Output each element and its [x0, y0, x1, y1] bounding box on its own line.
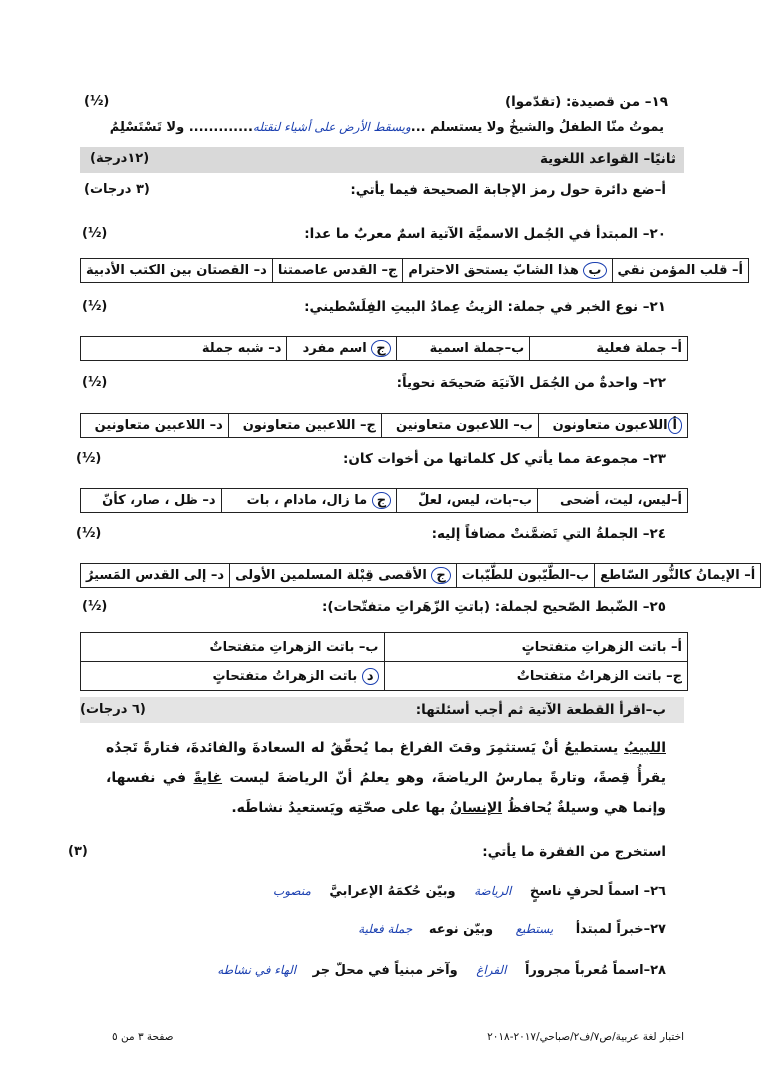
- q20-options: [80, 258, 749, 283]
- q22-mark: (½): [82, 375, 108, 390]
- q23-option-c[interactable]: ج ما زال، مادام ، بات: [221, 489, 397, 513]
- q27-line: [346, 922, 666, 937]
- footer-page-number: صفحة ٣ من ٥: [112, 1031, 174, 1043]
- q21-option-d[interactable]: د– شبه جملة: [81, 337, 287, 361]
- q24-option-a[interactable]: أ– الإيمانُ كالنُّور السّاطع: [595, 564, 761, 588]
- extract-marks: (٣): [68, 844, 88, 859]
- q27-part1: ٢٧–خبراً لمبتدأ: [575, 922, 666, 937]
- passage-text-1: يستطيعُ أنْ يَستثمِرَ وقتَ الفراغ بما يُحقّقُ له السعادةَ والفائدةَ، فتارةً تَجدُه يقرأُ قِصةً، وتارةً يمارسُ الرياضةَ، وهو يعلمُ أنّ الرياضةَ ليست: [106, 740, 666, 786]
- q28-part2: وآخر مبنياً في محلّ جر: [312, 963, 458, 978]
- selected-circle: ج: [371, 340, 390, 357]
- q19-line: [110, 120, 664, 135]
- q24-option-c[interactable]: ج الأقصى قِبْلة المسلمين الأولى: [230, 564, 457, 588]
- selected-circle: د: [362, 668, 379, 685]
- partA-marks: (٣ درجات): [84, 182, 150, 197]
- reading-passage: [106, 733, 666, 823]
- q21-mark: (½): [82, 299, 108, 314]
- q19-title: ١٩– من قصيدة: (تقدّموا): [504, 94, 668, 110]
- extract-instruction: استخرج من الفقرة ما يأتي:: [482, 844, 666, 860]
- q23-options: [80, 488, 688, 513]
- q26-part1: ٢٦– اسماً لحرفٍ ناسخٍ: [529, 884, 666, 899]
- q24-title: ٢٤– الجملةُ التي تَضمَّنتْ مضافاً إليه:: [431, 526, 666, 542]
- section2-marks: (١٢درجة): [90, 151, 150, 166]
- q20-option-c[interactable]: ج– القدس عاصمتنا: [272, 259, 403, 283]
- q19-handwritten-answer: ويسقط الأرض على أشياء لنقتله: [252, 120, 411, 134]
- q24-mark: (½): [76, 526, 102, 541]
- q25-title: ٢٥– الضّبط الصّحيح لجملة: (باتتِ الزّهَراتِ متفتّحات):: [321, 599, 666, 615]
- selected-circle: ب: [583, 262, 606, 279]
- q23-option-b[interactable]: ب–بات، ليس، لعلّ: [397, 489, 538, 513]
- q25-options: [80, 632, 688, 691]
- q28-line: [205, 963, 666, 978]
- q26-answer2: منصوب: [272, 884, 311, 898]
- q22-title: ٢٢– واحدةٌ من الجُمَل الآتيَة صَحيحَة نحوياً:: [396, 375, 666, 391]
- q27-part2: وبيّن نوعه: [428, 922, 494, 937]
- q26-part2: وبيّن حُكمَهُ الإعرابيَّ: [329, 884, 456, 899]
- q20-mark: (½): [82, 226, 108, 241]
- q22-option-a[interactable]: أاللاعبون متعاونون: [538, 414, 687, 438]
- q25-option-c[interactable]: ج– باتت الزهراتُ متفتحاتٌ: [384, 662, 688, 691]
- q27-answer2: جملة فعلية: [358, 922, 413, 936]
- q24-option-d[interactable]: د– إلى القدس المَسيرُ: [81, 564, 230, 588]
- q22-option-d[interactable]: د– اللاعبين متعاونين: [81, 414, 229, 438]
- footer-exam-info: اختبار لغة عربية/ص٧/ف٢/صباحي/٢٠١٧-٢٠١٨: [487, 1031, 684, 1043]
- passage-text-3: بها على صحّتِه ويَستعيدُ نشاطَه.: [231, 800, 451, 816]
- q25-option-b[interactable]: ب– باتت الزهراتِ متفتحاتٌ: [81, 633, 385, 662]
- q20-option-d[interactable]: د– القصتان بين الكتب الأدبية: [81, 259, 273, 283]
- q23-mark: (½): [76, 451, 102, 466]
- selected-circle: ج: [372, 492, 391, 509]
- q28-part1: ٢٨–اسماً مُعرباً مجروراً: [524, 963, 666, 978]
- q21-options: [80, 336, 688, 361]
- q21-option-c[interactable]: ج اسم مفرد: [287, 337, 396, 361]
- q24-option-b[interactable]: ب–الطَّيّبون للطَّيّبات: [456, 564, 594, 588]
- partA-instruction: أ–ضع دائرة حول رمز الإجابة الصحيحة فيما يأتي:: [350, 182, 666, 198]
- q25-option-d[interactable]: د باتت الزهراتُ متفتحاتٍ: [81, 662, 385, 691]
- q25-option-a[interactable]: أ– باتت الزهراتِ متفتحاتٍ: [384, 633, 688, 662]
- q26-line: [259, 884, 666, 899]
- q21-option-b[interactable]: ب–جملة اسمية: [396, 337, 530, 361]
- q22-options: [80, 413, 688, 438]
- q25-mark: (½): [82, 599, 108, 614]
- q22-option-b[interactable]: ب– اللاعبون متعاونين: [381, 414, 538, 438]
- q23-option-a[interactable]: أ–ليس، ليت، أضحى: [537, 489, 687, 513]
- q28-answer1: الفراغ: [476, 963, 507, 977]
- q22-option-c[interactable]: ج– اللاعبين متعاونون: [228, 414, 381, 438]
- q23-option-d[interactable]: د– ظل ، صار، كأنّ: [81, 489, 222, 513]
- q28-answer2: الهاء في نشاطه: [217, 963, 297, 977]
- partB-instruction: ب–اقرأ القطعة الآتية ثم أجب أسئلتها:: [415, 702, 666, 718]
- q27-answer1: يستطيع: [515, 922, 554, 936]
- q21-option-a[interactable]: أ– جملة فعلية: [530, 337, 688, 361]
- selected-circle: ج: [431, 567, 450, 584]
- q19-line-end: ............. ولا تَسْتَسْلِمُ: [109, 120, 253, 135]
- selected-circle: أ: [668, 417, 682, 434]
- passage-word-3: الإنسانُ: [450, 800, 503, 816]
- section2-title: ثانيًا– القواعد اللغوية: [539, 151, 676, 167]
- partB-marks: (٦ درجات): [80, 702, 146, 717]
- q20-title: ٢٠– المبتدأ في الجُمل الاسميَّة الآتية اسمٌ معربٌ ما عدا:: [304, 226, 666, 242]
- q20-option-b[interactable]: ب هذا الشابّ يستحق الاحترام: [403, 259, 612, 283]
- q20-option-a[interactable]: أ– قلب المؤمن نقي: [612, 259, 748, 283]
- q21-title: ٢١– نوع الخبر في جملة: الزيتُ عِمادُ البيتِ الفِلَسْطيني:: [304, 299, 666, 315]
- q26-answer1: الرياضة: [474, 884, 512, 898]
- q19-line-start: يموتُ منّا الطفلُ والشيخُ ولا يستسلم ...: [410, 120, 664, 135]
- q23-title: ٢٣– مجموعة مما يأتي كل كلماتها من أخوات كان:: [343, 451, 666, 467]
- q19-mark: (½): [84, 94, 110, 109]
- passage-word-2: غايةً: [193, 770, 223, 786]
- q24-options: [80, 563, 761, 588]
- passage-word-1: اللبيبُ: [623, 740, 666, 756]
- passage-text-2: في نفسها، وإنما هي وسيلةٌ يُحافظُ: [106, 770, 666, 816]
